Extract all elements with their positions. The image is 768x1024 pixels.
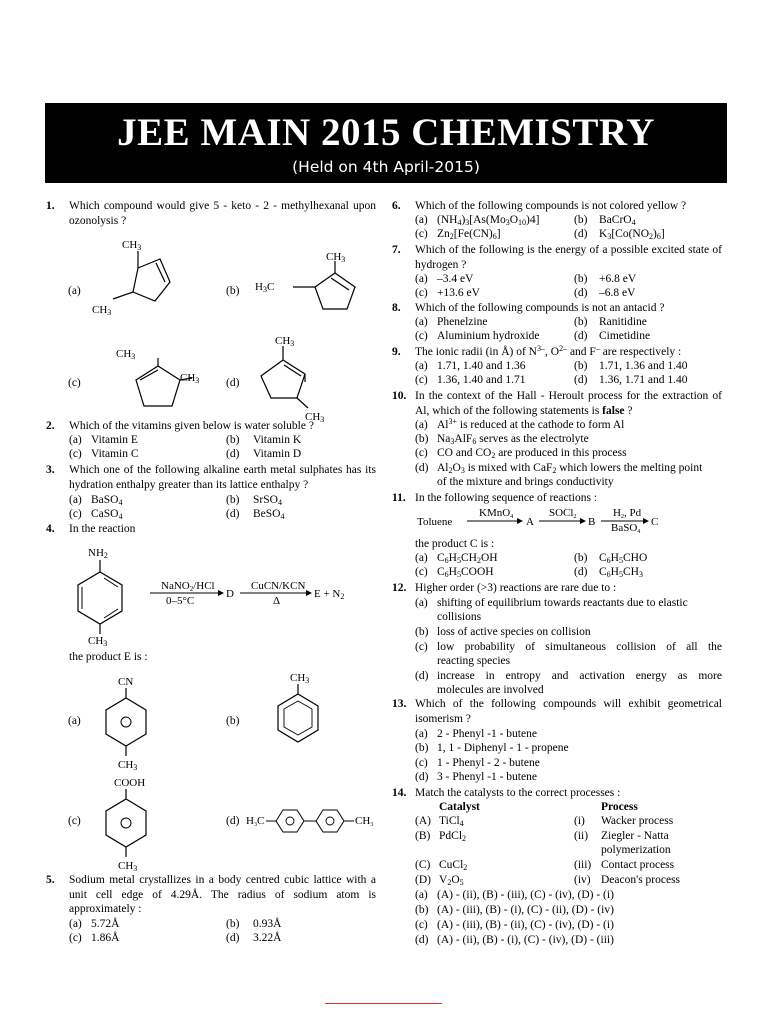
option-label: (b)	[226, 494, 240, 506]
option-label: (c)	[415, 287, 428, 299]
option-label: (b)	[574, 316, 588, 328]
option-text: BaSO$_4$	[91, 494, 123, 507]
option-text-continued: collisions	[437, 611, 482, 623]
svg-text:NaNO2/HCl: NaNO2/HCl	[161, 580, 215, 593]
catalyst-text: TiCl$_4$	[439, 815, 464, 828]
option-text: 1.36, 1.71 and 1.40	[599, 374, 688, 386]
option-text: 1 - Phenyl - 2 - butene	[437, 757, 540, 769]
row-label: (B)	[415, 830, 431, 842]
question-13	[392, 697, 722, 785]
option-label: (a)	[415, 316, 428, 328]
question-5	[46, 873, 376, 948]
toluic-acid-structure	[88, 772, 168, 872]
question-number: 4.	[46, 523, 55, 535]
process-text: Contact process	[601, 859, 675, 871]
option-label: (c)	[69, 448, 82, 460]
option-label: (b)	[415, 904, 429, 916]
question-number: 6.	[392, 200, 401, 212]
option-label: (a)	[415, 552, 428, 564]
option-text: $C_6H_5CH_3$	[599, 566, 643, 579]
cyclopentene-structure-c	[88, 344, 208, 414]
option-label: (c)	[69, 932, 82, 944]
option-label: (b)	[574, 273, 588, 285]
option-text-continued: of the mixture and brings conductivity	[437, 476, 614, 488]
svg-text:CH3: CH3	[92, 304, 112, 317]
option-label: (b)	[415, 433, 429, 445]
benzonitrile-structure	[88, 670, 168, 770]
svg-text:H3C: H3C	[246, 815, 265, 828]
svg-text:CH3: CH3	[290, 672, 310, 685]
option-text: Aluminium hydroxide	[437, 330, 540, 342]
product-prompt: the product C is :	[415, 538, 495, 550]
svg-text:CH3: CH3	[180, 372, 200, 385]
question-text: Which of the following compounds is not an antacid ?	[415, 302, 665, 314]
option-text: BaCrO$_4$	[599, 214, 636, 227]
question-12	[392, 581, 722, 697]
question-text: Which of the vitamins given below is water soluble ?	[69, 420, 314, 432]
option-text-continued: molecules are involved	[437, 684, 544, 696]
svg-text:CH3: CH3	[275, 335, 295, 348]
svg-text:KMnO4: KMnO4	[479, 507, 514, 520]
option-label: (d)	[574, 330, 588, 342]
methyl-label: CH	[122, 239, 138, 251]
row-label: (ii)	[574, 830, 589, 842]
option-text: Ranitidine	[599, 316, 647, 328]
option-text: $C_6H_5COOH$	[437, 566, 494, 579]
option-text: (A) - (ii), (B) - (iii), (C) - (iv), (D) - (i)	[437, 889, 614, 901]
svg-text:CH3: CH3	[355, 815, 374, 828]
option-label: (a)	[415, 419, 428, 431]
option-label: (d)	[415, 771, 429, 783]
question-number: 3.	[46, 464, 55, 476]
row-label: (A)	[415, 815, 431, 827]
option-text: BeSO$_4$	[253, 508, 285, 521]
option-label: (b)	[574, 214, 588, 226]
methyl-label: CH	[92, 304, 108, 316]
question-number: 2.	[46, 420, 55, 432]
question-7	[392, 243, 722, 301]
option-label: (d)	[226, 508, 240, 520]
option-label: (d)	[574, 374, 588, 386]
svg-text:Toluene: Toluene	[417, 516, 453, 528]
methyl-label: CH	[326, 251, 342, 263]
svg-text:CH3: CH3	[305, 411, 325, 424]
option-text: +6.8 eV	[599, 273, 637, 285]
cyclopentene-structure-d	[253, 334, 373, 424]
question-text: Which of the following is the energy of a possible excited state of hydrogen ?	[415, 244, 722, 271]
option-text: +13.6 eV	[437, 287, 480, 299]
option-label: (a)	[415, 273, 428, 285]
option-text: 0.93Å	[253, 918, 282, 930]
option-label: (d)	[415, 462, 429, 474]
question-number: 5.	[46, 874, 55, 886]
option-text: –3.4 eV	[437, 273, 474, 285]
catalyst-text: PdCl$_2$	[439, 830, 467, 843]
question-14	[392, 786, 722, 946]
question-text: The ionic radii (in Å) of $N^{3-}$, $O^{2-}$ and F– are respectively :	[415, 344, 682, 358]
methyl-label: H	[255, 281, 263, 293]
product-prompt: the product E is :	[69, 651, 148, 663]
option-text: $Zn_2[Fe(CN)_6]$	[437, 228, 501, 241]
question-number: 13.	[392, 698, 407, 710]
option-label: (c)	[415, 374, 428, 386]
option-label: (c)	[415, 641, 428, 653]
option-text: (A) - (iii), (B) - (i), (C) - (ii), (D) - (iv)	[437, 904, 614, 916]
cyclopentene-structure-a	[88, 237, 208, 319]
svg-text:H3C: H3C	[255, 281, 275, 294]
option-text: $Na_3AlF_6$ serves as the electrolyte	[437, 433, 589, 446]
svg-text:CH3: CH3	[326, 251, 346, 264]
question-text: Higher order (>3) reactions are rare due to :	[415, 582, 617, 594]
svg-text:CuCN/KCN: CuCN/KCN	[251, 580, 306, 592]
option-label: (d)	[574, 566, 588, 578]
option-label: (d)	[226, 815, 240, 827]
option-label: (b)	[415, 626, 429, 638]
question-number: 10.	[392, 390, 407, 402]
option-label: (a)	[415, 360, 428, 372]
column-header-catalyst: Catalyst	[439, 801, 480, 813]
svg-text:CH3: CH3	[118, 759, 138, 772]
question-8	[392, 301, 722, 345]
option-label: (c)	[415, 919, 428, 931]
option-label: (c)	[415, 757, 428, 769]
question-9	[392, 345, 722, 389]
option-text: Phenelzine	[437, 316, 488, 328]
option-text: 2 - Phenyl -1 - butene	[437, 728, 537, 740]
option-text: Vitamin C	[91, 448, 139, 460]
svg-text:NH2: NH2	[88, 547, 108, 560]
option-text: low probability of simultaneous collision of all the	[437, 641, 722, 653]
option-label: (c)	[68, 815, 81, 827]
option-label: (a)	[415, 889, 428, 901]
page-subtitle: (Held on 4th April-2015)	[292, 158, 480, 176]
svg-text:B: B	[588, 516, 596, 528]
option-label: (b)	[226, 715, 240, 727]
row-label: (iii)	[574, 859, 592, 871]
option-label: (a)	[69, 918, 82, 930]
process-text: Wacker process	[601, 815, 674, 827]
question-1	[46, 199, 376, 424]
option-label: (a)	[415, 728, 428, 740]
option-label: (b)	[226, 918, 240, 930]
option-label: (d)	[226, 377, 240, 389]
svg-text:D: D	[226, 588, 234, 600]
reaction-scheme	[68, 542, 378, 648]
process-text: Ziegler - Natta	[601, 830, 669, 842]
svg-text:BaSO4: BaSO4	[611, 522, 641, 535]
methyl-label: CH	[180, 372, 196, 384]
svg-text:SOCl2: SOCl2	[549, 507, 577, 520]
option-text: $Al_2O_3$ is mixed with CaF$_2$ which lowers the melting point	[437, 462, 703, 475]
option-label: (d)	[574, 228, 588, 240]
option-text: Cimetidine	[599, 330, 651, 342]
question-text: Which of the following compounds will exhibit geometrical isomerism ?	[415, 698, 722, 725]
option-text: shifting of equilibrium towards reactants due to elastic	[437, 597, 688, 609]
footer-divider	[325, 1003, 442, 1004]
svg-text:CH3: CH3	[116, 348, 136, 361]
methyl-label: CH	[305, 411, 321, 423]
option-text: –6.8 eV	[599, 287, 636, 299]
option-text: $Al^{3+}$ is reduced at the cathode to form Al	[437, 417, 625, 431]
option-label: (c)	[69, 508, 82, 520]
svg-text:CH3: CH3	[88, 635, 108, 648]
option-text: SrSO$_4$	[253, 494, 282, 507]
svg-text:COOH: COOH	[114, 777, 146, 789]
option-label: (d)	[415, 670, 429, 682]
option-label: (b)	[226, 434, 240, 446]
option-label: (c)	[415, 228, 428, 240]
option-text: (A) - (ii), (B) - (i), (C) - (iv), (D) - (iii)	[437, 934, 614, 946]
svg-text:A: A	[526, 516, 534, 528]
option-text: 1.71, 1.40 and 1.36	[437, 360, 526, 372]
svg-text:C: C	[651, 516, 659, 528]
question-4	[46, 522, 376, 872]
option-label: (a)	[69, 494, 82, 506]
option-text: loss of active species on collision	[437, 626, 591, 638]
question-number: 1.	[46, 200, 55, 212]
question-number: 8.	[392, 302, 401, 314]
question-11	[392, 491, 722, 581]
option-text: $(NH_4)_3[As(Mo_3O_{10})4]$	[437, 214, 540, 227]
option-label: (c)	[415, 330, 428, 342]
option-label: (a)	[415, 597, 428, 609]
row-label: (iv)	[574, 874, 591, 886]
option-label: (b)	[574, 360, 588, 372]
header-banner	[45, 103, 727, 183]
option-text: 1, 1 - Diphenyl - 1 - propene	[437, 742, 569, 754]
question-3	[46, 463, 376, 523]
option-text: $C_6H_5CH_2OH$	[437, 552, 498, 565]
option-text: 3.22Å	[253, 932, 282, 944]
dimethylbiphenyl-structure	[246, 804, 381, 838]
option-text: CO and $CO_2$ are produced in this process	[437, 447, 627, 460]
question-text: In the context of the Hall - Heroult process for the extraction of Al, which of the following statements is false ?	[415, 390, 722, 417]
reaction-sequence	[417, 507, 697, 537]
row-label: (D)	[415, 874, 431, 886]
option-label: (a)	[69, 434, 82, 446]
svg-text:Δ: Δ	[273, 595, 281, 607]
question-text: In the following sequence of reactions :	[415, 492, 598, 504]
question-10	[392, 389, 722, 491]
option-text: 1.36, 1.40 and 1.71	[437, 374, 526, 386]
option-text: Vitamin E	[91, 434, 138, 446]
question-text: Which one of the following alkaline earth metal sulphates has its hydration enthalpy greater than its lattice enthalpy ?	[69, 464, 376, 491]
option-text: CaSO$_4$	[91, 508, 123, 521]
option-label: (a)	[68, 285, 81, 297]
option-text: $C_6H_5CHO$	[599, 552, 648, 565]
page-title: JEE MAIN 2015 CHEMISTRY	[117, 111, 655, 154]
process-text: Deacon's process	[601, 874, 681, 886]
option-text: 1.86Å	[91, 932, 120, 944]
option-label: (d)	[574, 287, 588, 299]
question-text: Which of the following compounds is not colored yellow ?	[415, 200, 687, 212]
option-label: (d)	[226, 932, 240, 944]
question-6	[392, 199, 722, 243]
option-text: 1.71, 1.36 and 1.40	[599, 360, 688, 372]
question-text: Sodium metal crystallizes in a body centred cubic lattice with a unit cell edge of 4.29Å. The radius of sodium atom is approximately :	[69, 874, 376, 915]
option-text-continued: reacting species	[437, 655, 511, 667]
row-label: (C)	[415, 859, 431, 871]
option-label: (a)	[415, 214, 428, 226]
option-label: (c)	[415, 447, 428, 459]
question-number: 12.	[392, 582, 407, 594]
svg-text:CH3: CH3	[118, 860, 138, 873]
question-text: Which compound would give 5 - keto - 2 - methylhexanal upon ozonolysis ?	[69, 200, 376, 227]
column-header-process: Process	[601, 801, 638, 813]
cyclopentene-structure-b	[253, 249, 373, 319]
option-label: (c)	[68, 377, 81, 389]
option-text: Vitamin D	[253, 448, 302, 460]
option-text: $K_3[Co(NO_2)_6]$	[599, 228, 665, 241]
svg-text:H2, Pd: H2, Pd	[613, 507, 642, 520]
option-text: 5.72Å	[91, 918, 120, 930]
row-label: (i)	[574, 815, 585, 827]
methyl-label: CH	[116, 348, 132, 360]
option-text: (A) - (iii), (B) - (ii), (C) - (iv), (D) - (i)	[437, 919, 614, 931]
svg-text:CN: CN	[118, 676, 134, 688]
catalyst-text: CuCl$_2$	[439, 859, 468, 872]
question-text: Match the catalysts to the correct processes :	[415, 787, 621, 799]
option-label: (d)	[415, 934, 429, 946]
process-text-continued: polymerization	[601, 844, 671, 856]
catalyst-text: $V_2O_5$	[439, 874, 464, 887]
option-label: (b)	[574, 552, 588, 564]
svg-text:0–5°C: 0–5°C	[166, 595, 195, 607]
option-label: (b)	[415, 742, 429, 754]
option-label: (d)	[226, 448, 240, 460]
question-2	[46, 419, 376, 463]
question-number: 9.	[392, 346, 401, 358]
option-label: (c)	[415, 566, 428, 578]
option-text: 3 - Phenyl -1 - butene	[437, 771, 537, 783]
option-text: increase in entropy and activation energy as more	[437, 670, 722, 682]
option-label: (b)	[226, 285, 240, 297]
toluene-structure	[260, 667, 340, 747]
option-text: Vitamin K	[253, 434, 302, 446]
question-number: 7.	[392, 244, 401, 256]
question-number: 11.	[392, 492, 406, 504]
methyl-label: CH	[275, 335, 291, 347]
option-label: (a)	[68, 715, 81, 727]
svg-text:CH3: CH3	[122, 239, 142, 252]
question-text: In the reaction	[69, 523, 136, 535]
question-number: 14.	[392, 787, 407, 799]
svg-text:E + N2: E + N2	[314, 588, 345, 601]
